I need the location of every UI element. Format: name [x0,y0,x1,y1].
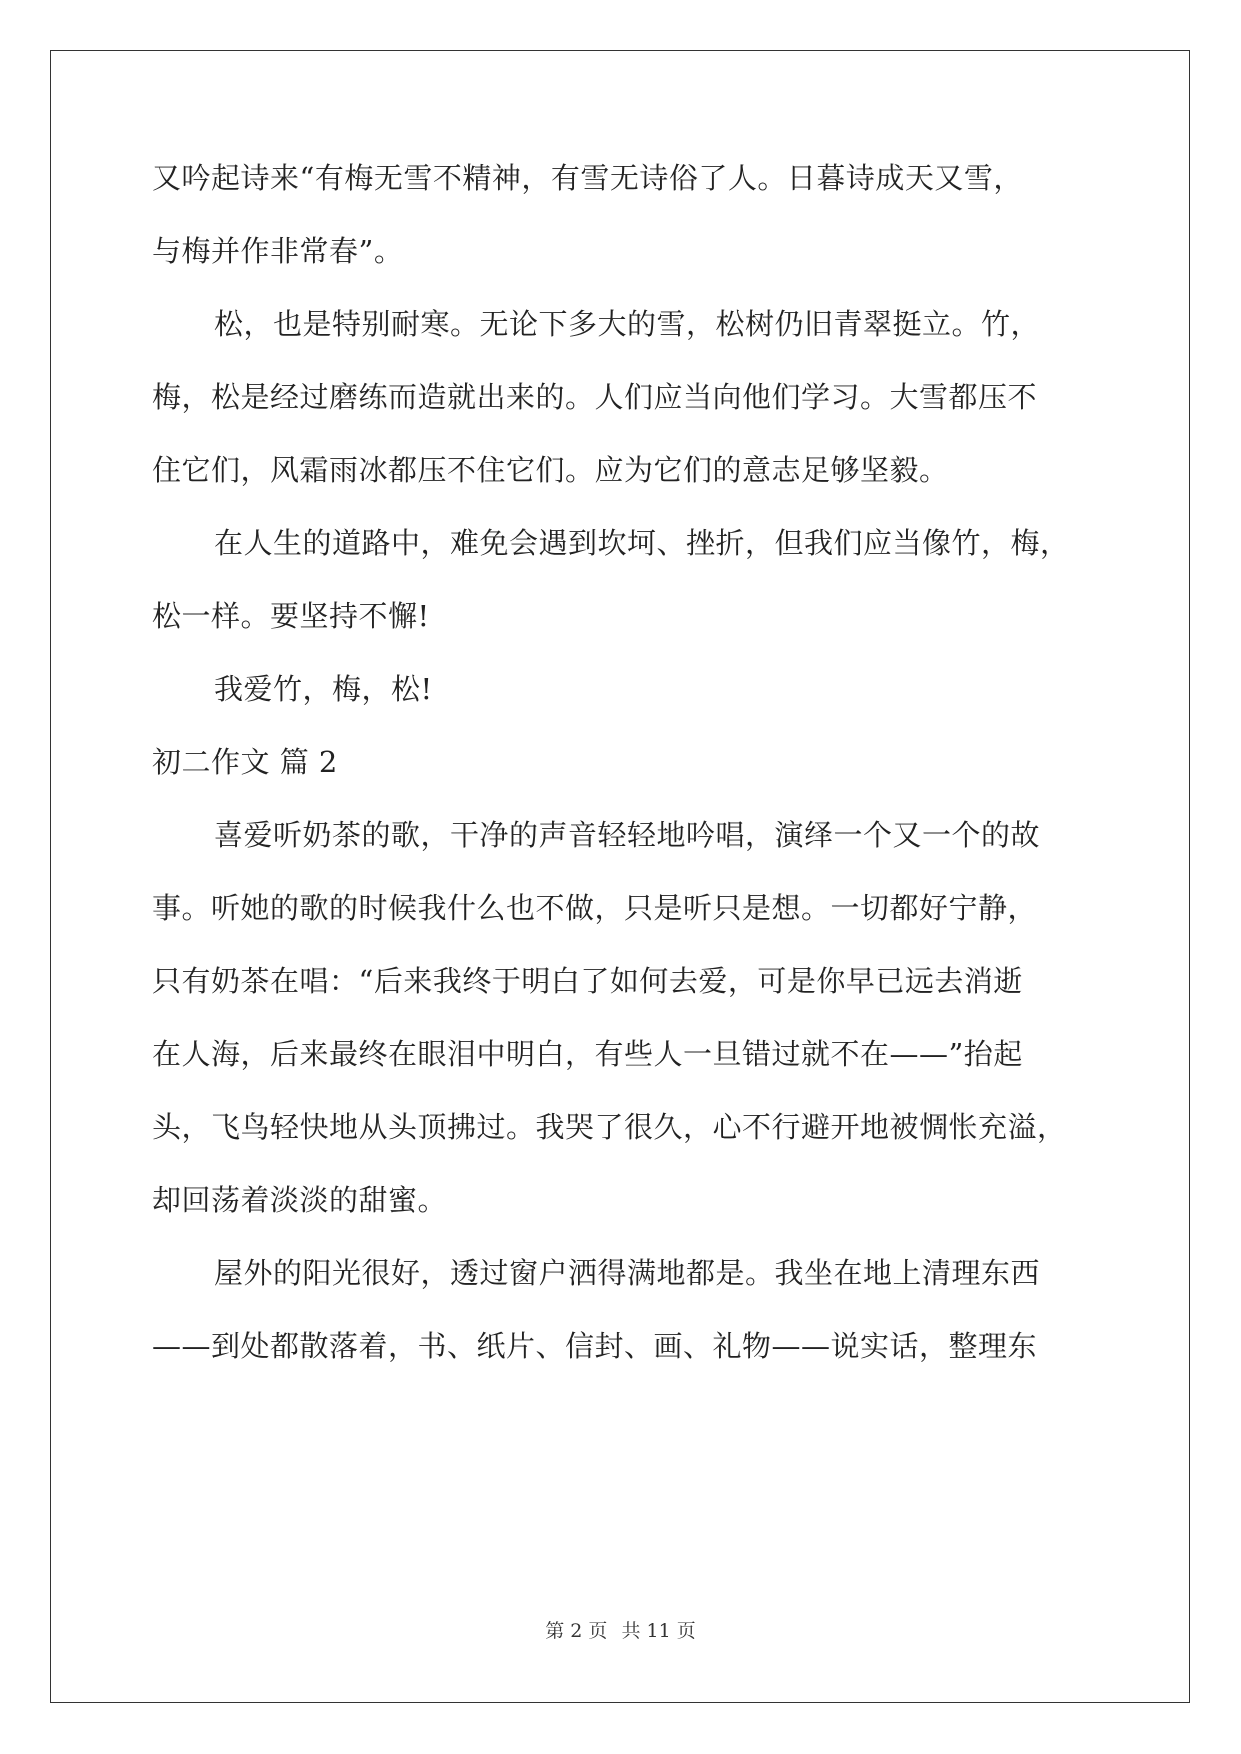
text-line: ——到处都散落着，书、纸片、信封、画、礼物——说实话，整理东 [152,1329,1038,1363]
text-line: 在人生的道路中，难免会遇到坎坷、挫折，但我们应当像竹，梅， [214,526,1070,560]
page-footer [0,1616,1241,1643]
text-line: 在人海，后来最终在眼泪中明白，有些人一旦错过就不在——”抬起 [152,1037,1023,1071]
text-line: 头，飞鸟轻快地从头顶拂过。我哭了很久，心不行避开地被惆怅充溢， [152,1110,1067,1144]
text-line: 松，也是特别耐寒。无论下多大的雪，松树仍旧青翠挺立。竹， [214,307,1041,341]
text-line: 与梅并作非常春”。 [152,234,404,268]
text-line: 我爱竹，梅，松! [214,672,433,706]
page-number: 第 2 页 [545,1620,608,1642]
text-line: 屋外的阳光很好，透过窗户洒得满地都是。我坐在地上清理东西 [214,1256,1041,1290]
text-line: 又吟起诗来“有梅无雪不精神，有雪无诗俗了人。日暮诗成天又雪， [152,161,1023,195]
text-line: 住它们，风霜雨冰都压不住它们。应为它们的意志足够坚毅。 [152,453,949,487]
page-total: 共 11 页 [621,1620,696,1642]
text-line: 只有奶茶在唱：“后来我终于明白了如何去爱，可是你早已远去消逝 [152,964,1023,998]
page-frame [50,50,1190,1703]
text-line: 喜爱听奶茶的歌，干净的声音轻轻地吟唱，演绎一个又一个的故 [214,818,1041,852]
text-line: 却回荡着淡淡的甜蜜。 [152,1183,448,1217]
text-line: 松一样。要坚持不懈! [152,599,430,633]
section-heading: 初二作文 篇 2 [152,745,338,779]
text-line: 梅，松是经过磨练而造就出来的。人们应当向他们学习。大雪都压不 [152,380,1038,414]
text-line: 事。听她的歌的时候我什么也不做，只是听只是想。一切都好宁静， [152,891,1038,925]
